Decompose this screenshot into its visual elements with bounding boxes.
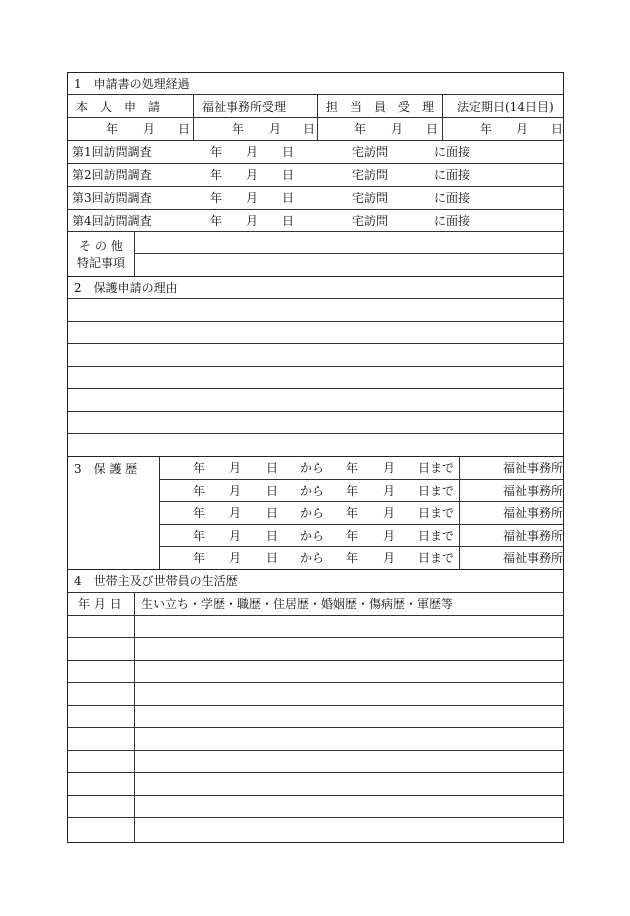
- protection-history-entries: [159, 457, 563, 569]
- notes-line[interactable]: [134, 232, 563, 254]
- col-desc-header: 生い立ち・学歴・職歴・住居歴・婚姻歴・傷病歴・軍歴等: [141, 597, 454, 611]
- reason-line[interactable]: [68, 434, 563, 457]
- reason-line[interactable]: [68, 344, 563, 367]
- notes-line[interactable]: [134, 254, 563, 276]
- notes-label: そ の 他 特記事項: [76, 238, 125, 270]
- section1-date-row: [68, 118, 563, 141]
- life-history-header: [68, 593, 563, 616]
- application-record-form: [67, 72, 564, 843]
- life-history-row[interactable]: [68, 728, 563, 751]
- section1-header-row: [68, 95, 563, 118]
- date-field-worker[interactable]: 年 月 日: [317, 118, 442, 140]
- date-field-applicant[interactable]: 年 月 日: [106, 122, 191, 136]
- life-history-row[interactable]: [68, 638, 563, 661]
- protection-history-block: [68, 457, 563, 570]
- reason-line[interactable]: [68, 299, 563, 322]
- section1-title-row: [68, 73, 563, 95]
- notes-block: [68, 232, 563, 277]
- section2-title: 2 保護申請の理由: [74, 281, 178, 295]
- header-applicant: 本 人 申 請: [76, 99, 161, 114]
- reason-line[interactable]: [68, 389, 563, 412]
- life-history-row[interactable]: [68, 661, 563, 683]
- reason-line[interactable]: [68, 412, 563, 434]
- section1-title: 1 申請書の処理経過: [74, 77, 190, 91]
- life-history-row[interactable]: [68, 706, 563, 728]
- history-row[interactable]: 年 月 日 から 年 月 日まで 福祉事務所: [160, 525, 563, 547]
- visit-row[interactable]: 第2回訪問調査 年 月 日 宅訪問 に面接: [68, 164, 563, 187]
- history-row[interactable]: 年 月 日 から 年 月 日まで 福祉事務所: [160, 502, 563, 525]
- history-row[interactable]: 年 月 日 から 年 月 日まで 福祉事務所: [160, 480, 563, 502]
- visit-row[interactable]: 第4回訪問調査 年 月 日 宅訪問 に面接: [68, 210, 563, 232]
- life-history-row[interactable]: [68, 683, 563, 706]
- header-legal-deadline: 法定期日(14日目): [442, 95, 563, 117]
- reason-line[interactable]: [68, 322, 563, 344]
- life-history-row[interactable]: [68, 751, 563, 773]
- header-worker-receipt: 担 当 員 受 理: [317, 95, 442, 117]
- life-history-row[interactable]: [68, 796, 563, 818]
- life-history-row[interactable]: [68, 818, 563, 842]
- date-field-office[interactable]: 年 月 日: [193, 118, 317, 140]
- header-office-receipt: 福祉事務所受理: [193, 95, 317, 117]
- life-history-row[interactable]: [68, 616, 563, 638]
- visit-row[interactable]: 第1回訪問調査 年 月 日 宅訪問 に面接: [68, 141, 563, 164]
- section4-title: 4 世帯主及び世帯員の生活歴: [74, 574, 238, 588]
- history-row[interactable]: 年 月 日 から 年 月 日まで 福祉事務所: [160, 457, 563, 480]
- reason-line[interactable]: [68, 367, 563, 389]
- section3-label: 3 保 護 歴: [74, 462, 138, 476]
- history-row[interactable]: 年 月 日 から 年 月 日まで 福祉事務所: [193, 551, 564, 565]
- life-history-row[interactable]: [68, 773, 563, 796]
- col-date-header: 年 月 日: [78, 597, 122, 611]
- section2-title-row: [68, 277, 563, 299]
- section4-title-row: [68, 570, 563, 593]
- visit-row[interactable]: 第3回訪問調査 年 月 日 宅訪問 に面接: [68, 187, 563, 210]
- date-field-deadline[interactable]: 年 月 日: [442, 118, 563, 140]
